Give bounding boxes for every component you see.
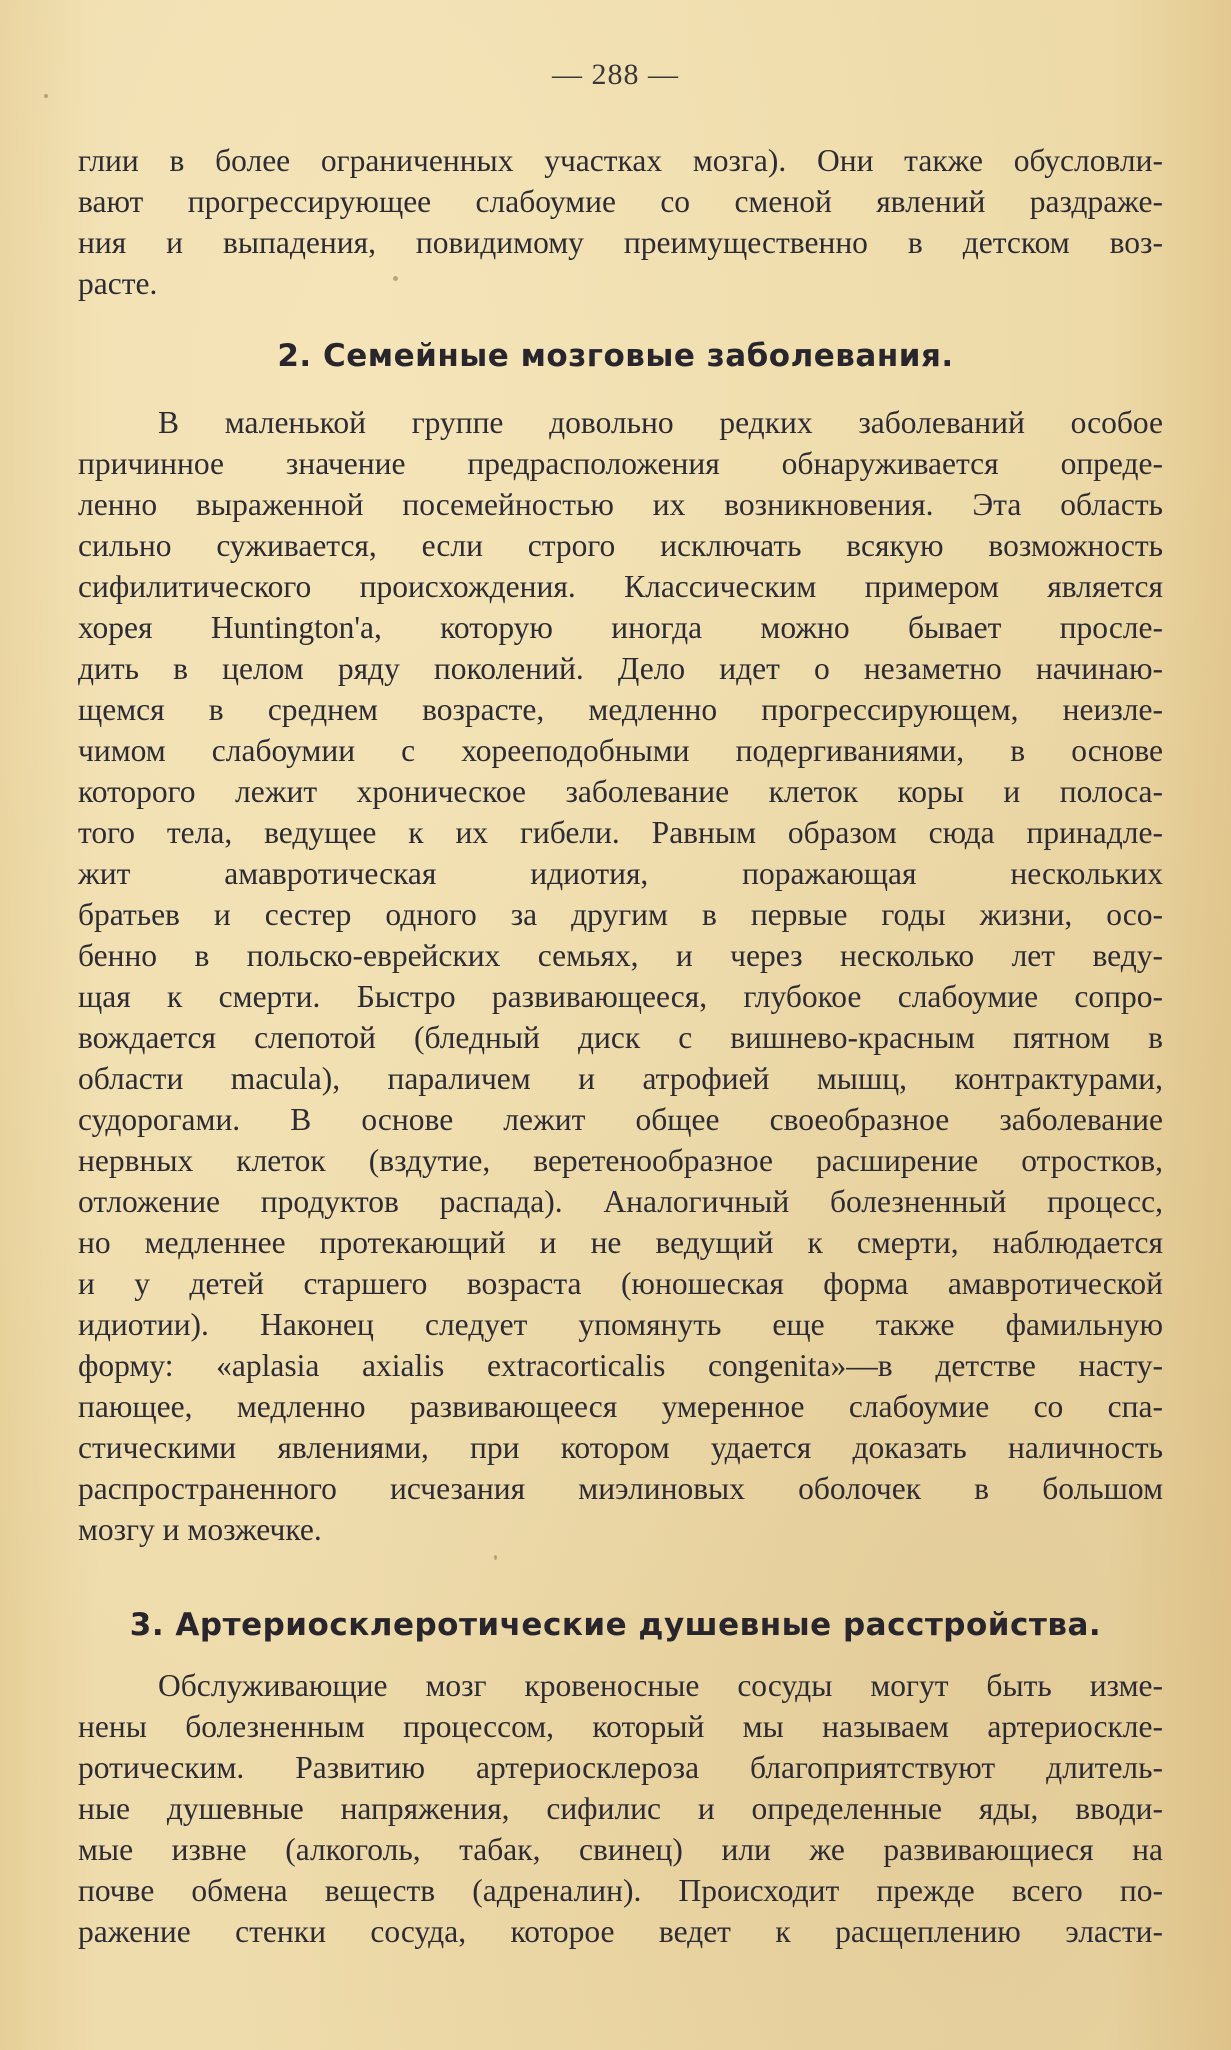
text-line: сильно суживается, если строго исключать всякую возможность	[78, 528, 1163, 563]
text-line: мые извне (алкоголь, табак, свинец) или же развивающиеся на	[78, 1832, 1163, 1867]
text-line: того тела, ведущее к их гибели. Равным образом сюда принадле-	[78, 815, 1163, 850]
text-line: стическими явлениями, при котором удается доказать наличность	[78, 1430, 1163, 1465]
section-heading-3: 3. Артериосклеротические душевные расстройства.	[129, 1607, 1102, 1643]
text-line: которого лежит хроническое заболевание клеток коры и полоса-	[78, 774, 1163, 809]
page-number: — 288 —	[552, 58, 679, 91]
text-line: ражение стенки сосуда, которое ведет к расщеплению эласти-	[78, 1914, 1163, 1949]
text-line: судорогами. В основе лежит общее своеобразное заболевание	[78, 1102, 1163, 1137]
text-line: чимом слабоумии с хореeподобными подергиваниями, в основе	[78, 733, 1163, 768]
text-line: дить в целом ряду поколений. Дело идет о незаметно начинаю-	[78, 651, 1163, 686]
paper-speck	[393, 276, 398, 281]
text-line: бенно в польско-еврейских семьях, и через несколько лет веду-	[78, 938, 1163, 973]
text-line: расте.	[78, 266, 158, 301]
text-line: мозгу и мозжечке.	[78, 1512, 322, 1547]
text-line: но медленнее протекающий и не ведущий к смерти, наблюдается	[78, 1225, 1163, 1260]
text-line: щемся в среднем возрасте, медленно прогрессирующем, неизле-	[78, 692, 1163, 727]
text-line: ния и выпадения, повидимому преимущественно в детском воз-	[78, 225, 1163, 260]
text-line: братьев и сестер одного за другим в первые годы жизни, осо-	[78, 897, 1163, 932]
text-line: ленно выраженной посемейностью их возникновения. Эта область	[78, 487, 1163, 522]
text-line: нены болезненным процессом, который мы называем артериоскле-	[78, 1709, 1163, 1744]
text-line: вождается слепотой (бледный диск с вишнево-красным пятном в	[78, 1020, 1163, 1055]
section-heading-2: 2. Семейные мозговые заболевания.	[277, 338, 954, 374]
text-line: почве обмена веществ (адреналин). Происходит прежде всего по-	[78, 1873, 1163, 1908]
intro-paragraph	[78, 140, 1163, 304]
text-line: пающее, медленно развивающееся умеренное слабоумие со спа-	[78, 1389, 1163, 1424]
text-line: сифилитического происхождения. Классическим примером является	[78, 569, 1163, 604]
text-line: распространенного исчезания миэлиновых оболочек в большом	[78, 1471, 1163, 1506]
text-line: хорея Huntington'а, которую иногда можно бывает просле-	[78, 610, 1163, 645]
text-line: причинное значение предрасположения обнаруживается опреде-	[78, 446, 1163, 481]
section-2-paragraph	[78, 402, 1163, 1550]
text-line: идиотии). Наконец следует упомянуть еще также фамильную	[78, 1307, 1163, 1342]
text-line: ные душевные напряжения, сифилис и определенные яды, вводи-	[78, 1791, 1163, 1826]
text-line: Обслуживающие мозг кровеносные сосуды могут быть изме-	[158, 1668, 1163, 1703]
text-line: вают прогрессирующее слабоумие со сменой явлений раздраже-	[78, 184, 1163, 219]
text-line: нервных клеток (вздутие, веретенообразное расширение отростков,	[78, 1143, 1163, 1178]
text-line: щая к смерти. Быстро развивающееся, глубокое слабоумие сопро-	[78, 979, 1163, 1014]
text-line: области macula), параличем и атрофией мышц, контрактурами,	[78, 1061, 1163, 1096]
text-line: В маленькой группе довольно редких заболеваний особое	[158, 405, 1163, 440]
text-line: и у детей старшего возраста (юношеская форма амавротической	[78, 1266, 1163, 1301]
paper-speck	[494, 1555, 497, 1560]
paper-speck	[44, 94, 48, 98]
text-line: глии в более ограниченных участках мозга). Они также обусловли-	[78, 143, 1163, 178]
text-line: жит амавротическая идиотия, поражающая нескольких	[78, 856, 1163, 891]
section-3-paragraph	[78, 1665, 1163, 1952]
text-line: форму: «aplasia axialis extracorticalis congenita»—в детстве насту-	[78, 1348, 1163, 1383]
text-line: ротическим. Развитию артериосклероза благоприятствуют длитель-	[78, 1750, 1163, 1785]
text-line: отложение продуктов распада). Аналогичный болезненный процесс,	[78, 1184, 1163, 1219]
